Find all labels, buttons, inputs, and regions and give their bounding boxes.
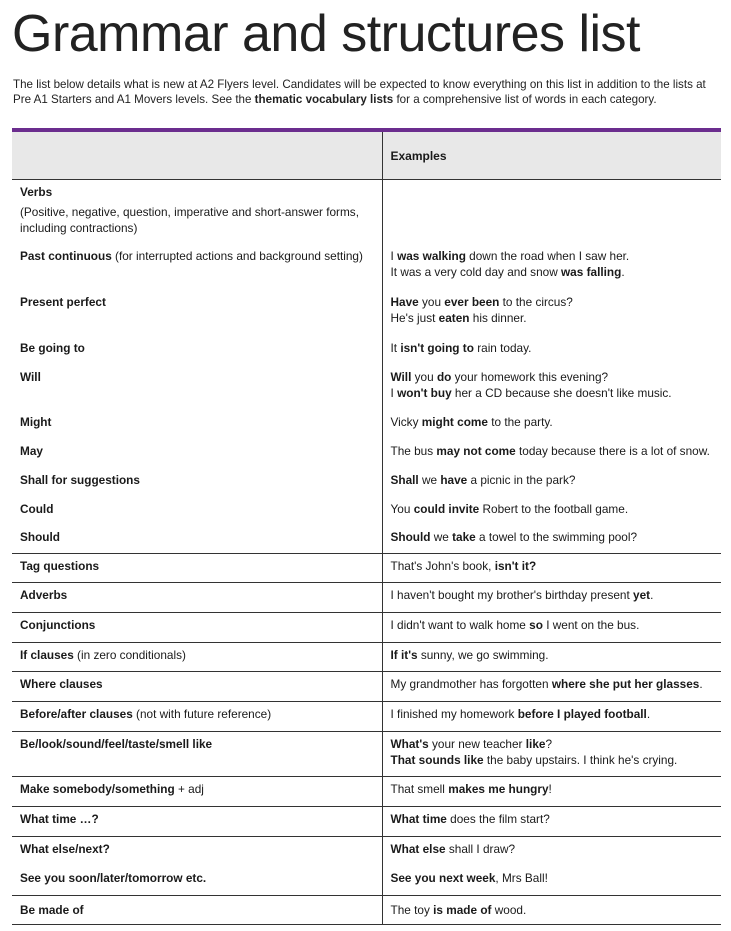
header-examples: Examples (382, 132, 721, 180)
table-row: Should Should we take a towel to the swimming pool? (12, 527, 721, 554)
table-row: Before/after clauses (not with future reference) I finished my homework before I played football. (12, 702, 721, 732)
table-row: Conjunctions I didn't want to walk home so I went on the bus. (12, 613, 721, 643)
vocabulary-lists-link[interactable]: thematic vocabulary lists (254, 93, 394, 106)
table-row: See you soon/later/tomorrow etc. See you next week, Mrs Ball! (12, 866, 721, 896)
table-row: Will Will you do your homework this evening? I won't buy her a CD because she doesn't like music. (12, 367, 721, 412)
table-row: Adverbs I haven't bought my brother's birthday present yet. (12, 583, 721, 613)
table-row: What time …? What time does the film start? (12, 807, 721, 837)
intro-text-2: for a comprehensive list of words in each category. (393, 93, 657, 106)
table-row: Present perfect Have you ever been to the circus? He's just eaten his dinner. (12, 292, 721, 338)
table-row: Be going to It isn't going to rain today. (12, 338, 721, 367)
table-row: Past continuous (for interrupted actions and background setting) I was walking down the road when I saw her. It was a very cold day and snow was falling. (12, 246, 721, 292)
intro-paragraph (13, 77, 719, 107)
table-row-verbs (12, 180, 721, 247)
table-row: Tag questions That's John's book, isn't it? (12, 554, 721, 583)
table-row: Make somebody/something + adj That smell makes me hungry! (12, 777, 721, 807)
table-header-row (12, 132, 721, 180)
header-structure (12, 132, 382, 180)
verbs-label: Verbs (20, 185, 53, 199)
table-row: May The bus may not come today because there is a lot of snow. (12, 441, 721, 470)
verbs-note: (Positive, negative, question, imperative and short-answer forms, including contractions) (20, 205, 359, 235)
table-row: Shall for suggestions Shall we have a picnic in the park? (12, 470, 721, 499)
table-row: Could You could invite Robert to the football game. (12, 499, 721, 527)
grammar-table (12, 132, 721, 925)
table-row: Be/look/sound/feel/taste/smell like What's your new teacher like? That sounds like the baby upstairs. I think he's crying. (12, 732, 721, 777)
table-row: Where clauses My grandmother has forgotten where she put her glasses. (12, 672, 721, 702)
page-title: Grammar and structures list (12, 5, 640, 63)
intro-text-1: The list below details what is new at A2 Flyers level. Candidates will be expected to know everything on this list in addition to the lists at Pre A1 Starters and A1 Movers levels. See the (13, 78, 706, 106)
table-row: If clauses (in zero conditionals) If it's sunny, we go swimming. (12, 643, 721, 672)
table-row: Might Vicky might come to the party. (12, 412, 721, 441)
table-row: What else/next? What else shall I draw? (12, 837, 721, 867)
table-row: Be made of The toy is made of wood. (12, 896, 721, 925)
